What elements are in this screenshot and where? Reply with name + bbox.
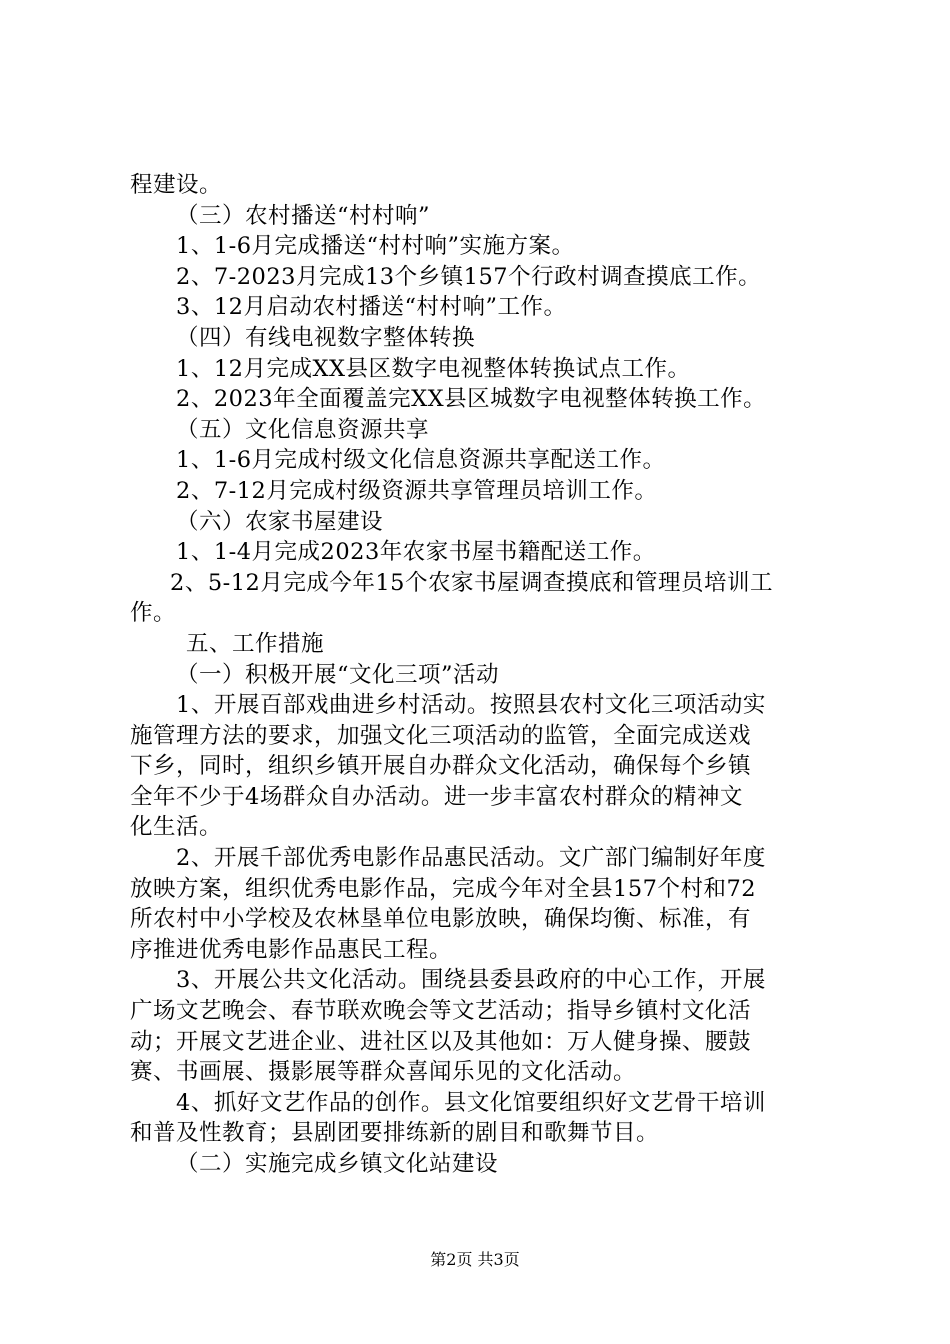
chapter-heading: 五、工作措施 <box>186 630 325 657</box>
text-line: 作。 <box>130 600 177 627</box>
text-line: 下乡，同时，组织乡镇开展自办群众文化活动，确保每个乡镇 <box>130 753 752 780</box>
text-line: 动；开展文艺进企业、进社区以及其他如：万人健身操、腰鼓 <box>130 1028 752 1055</box>
text-line: 和普及性教育；县剧团要排练新的剧目和歌舞节目。 <box>130 1120 660 1147</box>
text-line: 1、12月完成XX县区数字电视整体转换试点工作。 <box>176 355 691 382</box>
text-line: 4、抓好文艺作品的创作。县文化馆要组织好文艺骨干培训 <box>176 1089 766 1116</box>
text-line: 1、1-6月完成村级文化信息资源共享配送工作。 <box>176 447 666 474</box>
text-line: 3、12月启动农村播送“村村响”工作。 <box>176 294 567 321</box>
page-footer: 第2页 共3页 <box>430 1250 520 1269</box>
text-line: 3、开展公共文化活动。围绕县委县政府的中心工作，开展 <box>176 967 766 994</box>
section-heading: （一）积极开展“文化三项”活动 <box>176 661 500 688</box>
text-line: 赛、书画展、摄影展等群众喜闻乐见的文化活动。 <box>130 1059 637 1086</box>
text-line: 序推进优秀电影作品惠民工程。 <box>130 936 453 963</box>
text-line: 2、7-2023月完成13个乡镇157个行政村调查摸底工作。 <box>176 263 762 290</box>
section-heading: （五）文化信息资源共享 <box>176 416 430 443</box>
text-line: 化生活。 <box>130 814 223 841</box>
section-heading: （六）农家书屋建设 <box>176 508 384 535</box>
text-line: 广场文艺晚会、春节联欢晚会等文艺活动；指导乡镇村文化活 <box>130 998 752 1025</box>
text-line: 施管理方法的要求，加强文化三项活动的监管，全面完成送戏 <box>130 722 752 749</box>
text-line: 全年不少于4场群众自办活动。进一步丰富农村群众的精神文 <box>130 783 743 810</box>
text-line: 2、7-12月完成村级资源共享管理员培训工作。 <box>176 477 658 504</box>
text-line: 2、5-12月完成今年15个农家书屋调查摸底和管理员培训工 <box>170 569 773 596</box>
text-line: 2、开展千部优秀电影作品惠民活动。文广部门编制好年度 <box>176 845 766 872</box>
text-line: 2、2023年全面覆盖完XX县区城数字电视整体转换工作。 <box>176 386 767 413</box>
text-line: 1、1-4月完成2023年农家书屋书籍配送工作。 <box>176 539 656 566</box>
document-body <box>130 170 830 1180</box>
text-line: 程建设。 <box>130 172 223 198</box>
section-heading: （三）农村播送“村村响” <box>176 202 431 229</box>
section-heading: （四）有线电视数字整体转换 <box>176 324 476 351</box>
text-line: 1、开展百部戏曲进乡村活动。按照县农村文化三项活动实 <box>176 692 766 719</box>
text-line: 1、1-6月完成播送“村村响”实施方案。 <box>176 233 575 260</box>
text-line: 所农村中小学校及农林垦单位电影放映，确保均衡、标准，有 <box>130 906 752 933</box>
section-heading: （二）实施完成乡镇文化站建设 <box>176 1151 499 1177</box>
text-line: 放映方案，组织优秀电影作品，完成今年对全县157个村和72 <box>130 875 757 902</box>
